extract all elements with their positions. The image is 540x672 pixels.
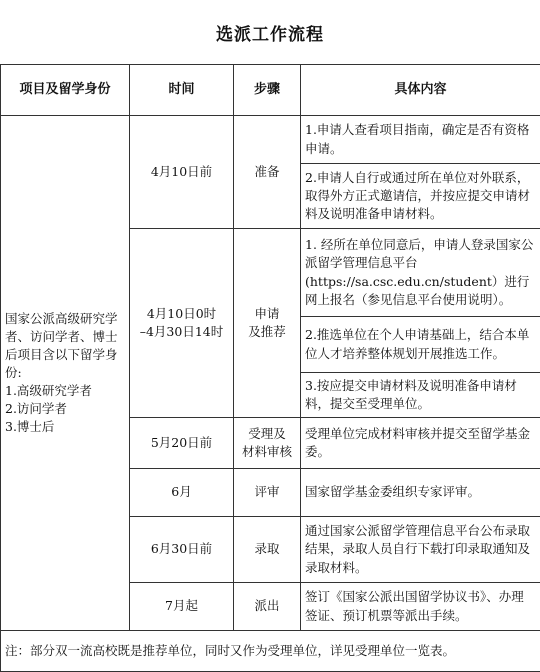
stage-item: 1. 经所在单位同意后，申请人登录国家公派留学管理信息平台(https://sa.csc.edu.cn/student）进行网上报名（参见信息平台使用说明）。 xyxy=(301,229,540,317)
stage-step: 录取 xyxy=(234,517,301,583)
header-step: 步骤 xyxy=(234,65,301,116)
stage-item: 2.推选单位在个人申请基础上，结合本单位人才培养整体规划开展推选工作。 xyxy=(301,317,540,373)
process-table xyxy=(0,64,540,672)
table-note: 注：部分双一流高校既是推荐单位，同时又作为受理单位，详见受理单位一览表。 xyxy=(1,631,540,672)
stage-time: 4月10日前 xyxy=(130,116,234,229)
table-row xyxy=(1,116,540,164)
stage-item: 签订《国家公派出国留学协议书》、办理签证、预订机票等派出手续。 xyxy=(301,583,540,631)
project-cell xyxy=(1,116,130,631)
stage-item: 受理单位完成材料审核并提交至留学基金委。 xyxy=(301,418,540,469)
header-project: 项目及留学身份 xyxy=(1,65,130,116)
stage-step: 申请 及推荐 xyxy=(234,229,301,418)
stage-time: 7月起 xyxy=(130,583,234,631)
stage-item: 1.申请人查看项目指南，确定是否有资格申请。 xyxy=(301,116,540,164)
header-content: 具体内容 xyxy=(301,65,540,116)
header-time: 时间 xyxy=(130,65,234,116)
stage-item: 3.按应提交申请材料及说明准备申请材料，提交至受理单位。 xyxy=(301,373,540,418)
table-row xyxy=(1,631,540,672)
page-title: 选派工作流程 xyxy=(0,0,540,64)
stage-item: 2.申请人自行或通过所在单位对外联系，取得外方正式邀请信，并按应提交申请材料及说明准备申请材料。 xyxy=(301,164,540,229)
stage-item: 国家留学基金委组织专家评审。 xyxy=(301,469,540,517)
stage-time: 6月30日前 xyxy=(130,517,234,583)
stage-item: 通过国家公派留学管理信息平台公布录取结果，录取人员自行下载打印录取通知及录取材料。 xyxy=(301,517,540,583)
stage-step: 派出 xyxy=(234,583,301,631)
stage-time: 6月 xyxy=(130,469,234,517)
stage-step: 评审 xyxy=(234,469,301,517)
project-text: 国家公派高级研究学者、访问学者、博士后项目含以下留学身份: 1.高级研究学者 2.访问学者 3.博士后 xyxy=(5,310,125,437)
stage-step: 受理及 材料审核 xyxy=(234,418,301,469)
table-header-row xyxy=(1,65,540,116)
stage-time: 4月10日0时 –4月30日14时 xyxy=(130,229,234,418)
stage-step: 准备 xyxy=(234,116,301,229)
stage-time: 5月20日前 xyxy=(130,418,234,469)
